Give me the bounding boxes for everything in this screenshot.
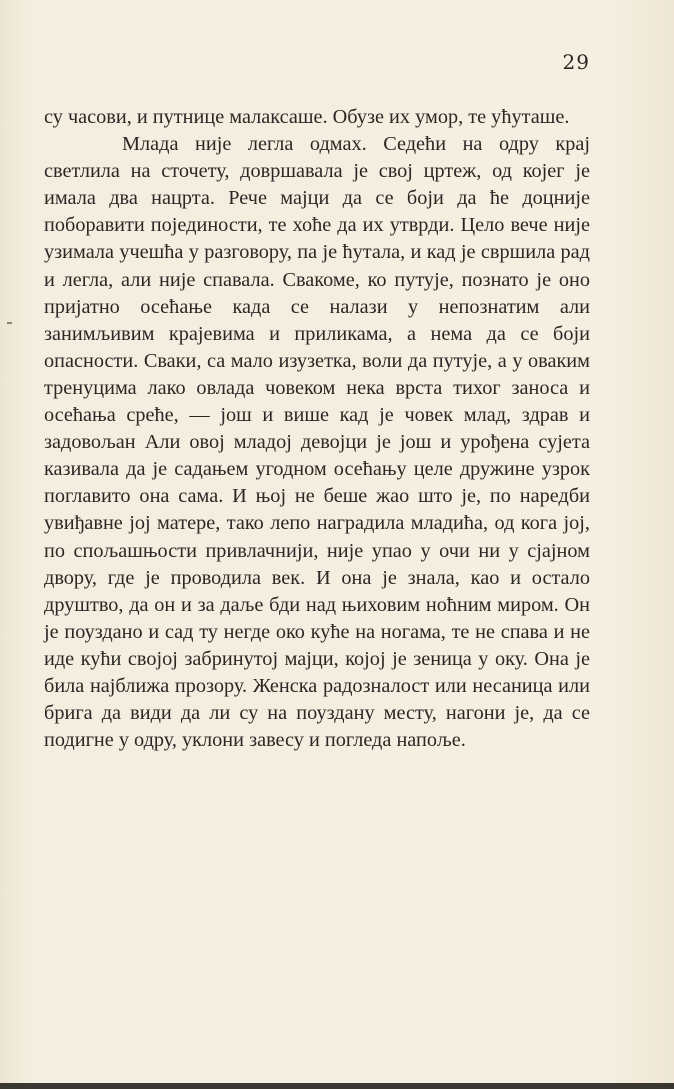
page-number: 29 (562, 50, 590, 74)
margin-mark (7, 322, 12, 324)
page-bottom-edge (0, 1083, 674, 1089)
body-text (44, 104, 590, 754)
paragraph-main: Млада није легла одмах. Седећи на одру крај светлила на сточету, довршавала је свој цртеж, од којег је имала два нацрта. Рече мајци да се боји да ће доцније поборавити појединости, те хоће да их утврди. Цело вече није узимала учешћа у разговору, па је ћутала, и кад је свршила рад и легла, али није спавала. Свакоме, ко путује, познато је оно пријатно осећање када се налази у непознатим али занимљивим крајевима и приликама, а нема да се боји опасности. Сваки, са мало изузетка, воли да путује, а у оваким тренуцима лако овлада човеком нека врста тихог заноса и осећања среће, — још и више кад је човек млад, здрав и задовољан Али овој младој девојци је још и урођена сујета казивала да је садањем угодном осећању целе дружине узрок поглавито она сама. И њој не беше жао што је, по наредби увиђавне јој матере, тако лепо наградила младића, од кога јој, по спољашњости привлачнији, није упао у очи ни у сјајном двору, где је проводила век. И она је знала, као и остало друштво, да он и за даље бди над њиховим ноћним миром. Он је поуздано и сад ту негде око куће на ногама, те не спава и не иде кући својој забринутој мајци, којој је зеница у оку. Она је била најближа прозору. Женска радозналост или несаница или брига да види да ли су на поуздану месту, нагони је, да се подигне у одру, уклони завесу и погледа напоље. (44, 133, 590, 752)
paragraph-continuation: су часови, и путнице малаксаше. Обузе их умор, те ућуташе. (44, 106, 570, 128)
